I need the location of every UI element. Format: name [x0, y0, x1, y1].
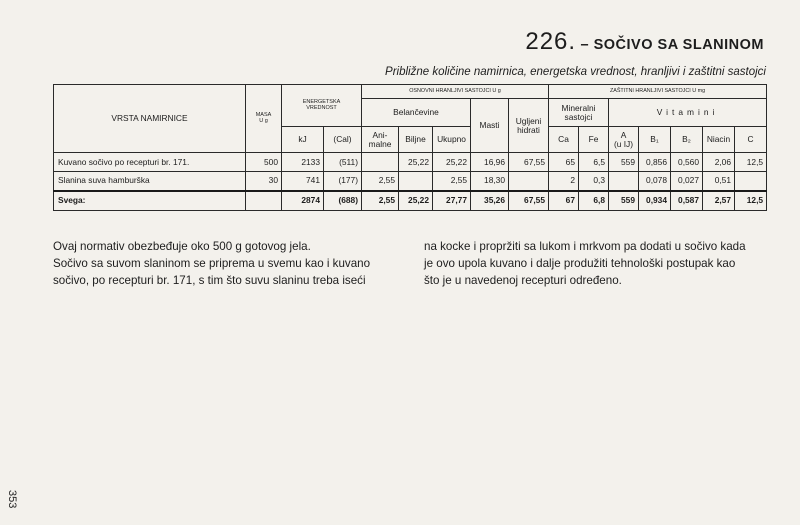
cell-cal: (177) — [324, 172, 362, 191]
cell-niacin: 2,06 — [703, 153, 735, 172]
cell-carbs: 67,55 — [509, 191, 549, 211]
col-header-vitamins: Vitamini — [609, 99, 767, 127]
table-row — [54, 153, 767, 172]
text-line: sočivo, po recepturi br. 171, s tim što suvu slaninu treba iseći — [53, 274, 366, 287]
cell-b1: 0,856 — [639, 153, 671, 172]
total-label: Svega: — [54, 191, 246, 211]
col-header-b1: B₁ — [639, 127, 671, 153]
cell-plant: 25,22 — [399, 153, 433, 172]
page-number: 353 — [6, 490, 18, 509]
cell-niacin: 0,51 — [703, 172, 735, 191]
cell-plant — [399, 172, 433, 191]
cell-b1: 0,078 — [639, 172, 671, 191]
col-header-kj: kJ — [282, 127, 324, 153]
cell-kj: 741 — [282, 172, 324, 191]
table-row — [54, 172, 767, 191]
cell-ca: 67 — [549, 191, 579, 211]
col-header-mass: MASA U g — [246, 85, 282, 153]
cell-vitamin-a: 559 — [609, 153, 639, 172]
text-line: Ovaj normativ obezbeđuje oko 500 g gotovog jela. — [53, 240, 311, 253]
cell-total-protein: 27,77 — [433, 191, 471, 211]
cell-animal — [362, 153, 399, 172]
col-header-ca: Ca — [549, 127, 579, 153]
cell-carbs: 67,55 — [509, 153, 549, 172]
cell-cal: (511) — [324, 153, 362, 172]
col-header-cal: (Cal) — [324, 127, 362, 153]
cell-c: 12,5 — [735, 191, 767, 211]
row-name: Kuvano sočivo po recepturi br. 171. — [54, 153, 246, 172]
cell-fe: 0,3 — [579, 172, 609, 191]
cell-ca: 65 — [549, 153, 579, 172]
cell-plant: 25,22 — [399, 191, 433, 211]
cell-b2: 0,560 — [671, 153, 703, 172]
col-header-c: C — [735, 127, 767, 153]
cell-kj: 2133 — [282, 153, 324, 172]
col-header-b2: B₂ — [671, 127, 703, 153]
cell-animal: 2,55 — [362, 172, 399, 191]
header-row-1 — [54, 85, 767, 99]
cell-fats: 35,26 — [471, 191, 509, 211]
col-header-carbs: Ugljeni hidrati — [509, 99, 549, 153]
text-line: što je u navedenoj recepturi određeno. — [424, 274, 622, 287]
cell-fats: 16,96 — [471, 153, 509, 172]
cell-carbs — [509, 172, 549, 191]
recipe-number: 226. — [525, 28, 577, 55]
recipe-heading — [0, 28, 764, 56]
cell-total-protein: 2,55 — [433, 172, 471, 191]
cell-kj: 2874 — [282, 191, 324, 211]
col-header-minerals: Mineralni sastojci — [549, 99, 609, 127]
col-header-proteins: Belančevine — [362, 99, 471, 127]
col-header-energy: ENERGETSKA VREDNOST — [282, 85, 362, 127]
cell-c — [735, 172, 767, 191]
cell-b1: 0,934 — [639, 191, 671, 211]
col-header-plant: Biljne — [399, 127, 433, 153]
col-header-fe: Fe — [579, 127, 609, 153]
cell-fats: 18,30 — [471, 172, 509, 191]
cell-fe: 6,5 — [579, 153, 609, 172]
col-header-food-type: VRSTA NAMIRNICE — [54, 85, 246, 153]
text-line: na kocke i propržiti sa lukom i mrkvom pa dodati u sočivo kada — [424, 240, 746, 253]
col-header-fats: Masti — [471, 99, 509, 153]
table-subtitle: Približne količine namirnica, energetska vrednost, hranljivi i zaštitni sastojci — [385, 66, 766, 78]
col-header-basic-nutrients: OSNOVNI HRANLJIVI SASTOJCI U g — [362, 85, 549, 99]
text-line: Sočivo sa suvom slaninom se priprema u svemu kao i kuvano — [53, 257, 371, 270]
col-header-niacin: Niacin — [703, 127, 735, 153]
cell-total-protein: 25,22 — [433, 153, 471, 172]
cell-mass — [246, 191, 282, 211]
cell-cal: (688) — [324, 191, 362, 211]
cell-vitamin-a — [609, 172, 639, 191]
cell-c: 12,5 — [735, 153, 767, 172]
text-column-left — [53, 238, 409, 289]
col-header-protective-nutrients: ZAŠTITNI HRANLJIVI SASTOJCI U mg — [549, 85, 767, 99]
cell-fe: 6,8 — [579, 191, 609, 211]
cell-b2: 0,027 — [671, 172, 703, 191]
cell-mass: 30 — [246, 172, 282, 191]
cell-vitamin-a: 559 — [609, 191, 639, 211]
total-row — [54, 191, 767, 211]
text-column-right — [424, 238, 769, 289]
cell-niacin: 2,57 — [703, 191, 735, 211]
nutrition-table — [53, 84, 767, 211]
recipe-title: – SOČIVO SA SLANINOM — [580, 37, 764, 53]
cell-b2: 0,587 — [671, 191, 703, 211]
cell-mass: 500 — [246, 153, 282, 172]
text-line: je ovo upola kuvano i dalje produžiti tehnološki postupak kao — [424, 257, 736, 270]
cell-ca: 2 — [549, 172, 579, 191]
col-header-vitamin-a: A (u IJ) — [609, 127, 639, 153]
cell-animal: 2,55 — [362, 191, 399, 211]
col-header-animal: Ani- malne — [362, 127, 399, 153]
row-name: Slanina suva hamburška — [54, 172, 246, 191]
col-header-total-protein: Ukupno — [433, 127, 471, 153]
